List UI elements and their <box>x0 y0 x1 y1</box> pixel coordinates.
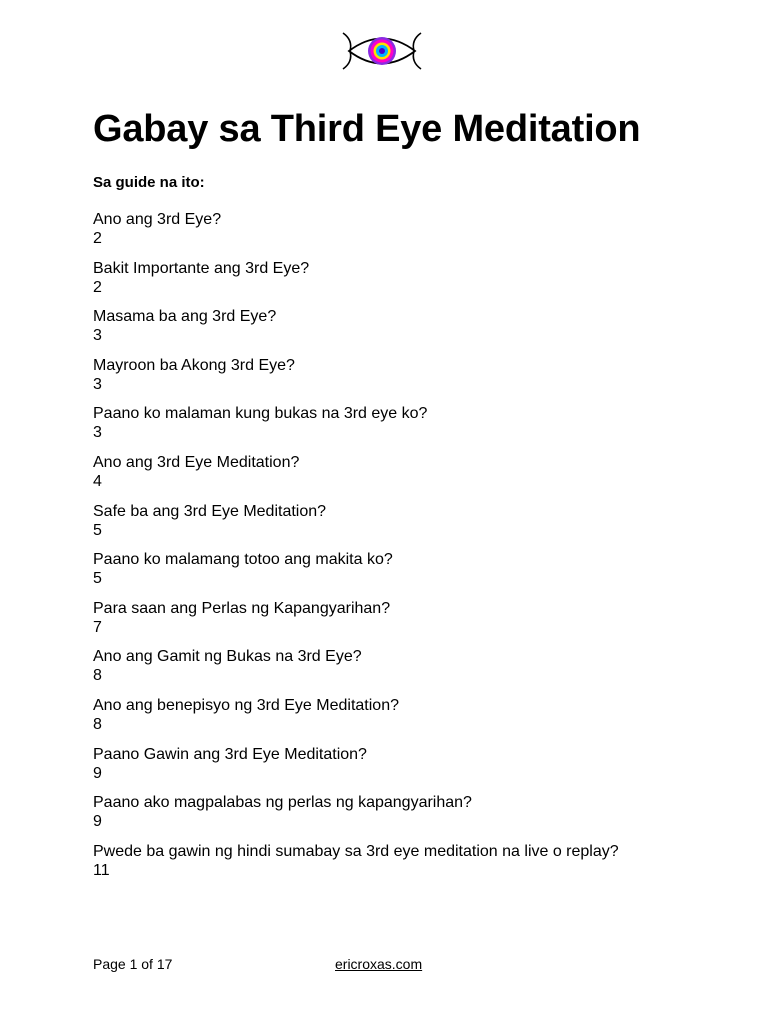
page-indicator: Page 1 of 17 <box>93 956 173 972</box>
toc-item-page: 2 <box>93 230 102 247</box>
toc-item-page: 2 <box>93 278 102 296</box>
toc-item-label: Ano ang Gamit ng Bukas na 3rd Eye? <box>93 648 362 666</box>
toc-item[interactable] <box>93 599 653 648</box>
toc-item-page: 4 <box>93 472 102 490</box>
toc-item-label: Safe ba ang 3rd Eye Meditation? <box>93 502 327 520</box>
toc-item[interactable] <box>93 550 653 599</box>
toc-item-page: 11 <box>93 861 110 879</box>
pupil <box>379 48 385 54</box>
intro-heading: Sa guide na ito: <box>93 174 205 191</box>
toc-item[interactable] <box>93 647 653 696</box>
table-of-contents <box>93 210 653 910</box>
toc-item-page: 3 <box>93 327 102 345</box>
toc-item-page: 3 <box>93 424 102 442</box>
toc-item-label: Paano ko malamang totoo ang makita ko? <box>93 551 393 569</box>
toc-item-page: 5 <box>93 570 102 588</box>
toc-item-label: Para saan ang Perlas ng Kapangyarihan? <box>93 599 391 617</box>
third-eye-icon <box>341 30 423 72</box>
toc-item-page: 8 <box>93 715 102 733</box>
toc-item-label: Ano ang 3rd Eye? <box>93 211 222 228</box>
toc-item-page: 8 <box>93 667 102 685</box>
toc-item-label: Pwede ba gawin ng hindi sumabay sa 3rd eye meditation na live o replay? <box>93 842 619 860</box>
toc-item[interactable] <box>93 745 653 794</box>
toc-item-page: 7 <box>93 618 102 636</box>
toc-item-label: Paano Gawin ang 3rd Eye Meditation? <box>93 745 367 763</box>
toc-item[interactable] <box>93 842 653 910</box>
toc-item-page: 5 <box>93 521 102 539</box>
toc-item-page: 9 <box>93 813 102 831</box>
toc-item[interactable] <box>93 210 653 259</box>
toc-item[interactable] <box>93 793 653 842</box>
site-link[interactable]: ericroxas.com <box>335 956 423 972</box>
toc-item-label: Paano ako magpalabas ng perlas ng kapangyarihan? <box>93 794 472 812</box>
toc-item-label: Ano ang benepisyo ng 3rd Eye Meditation? <box>93 696 399 714</box>
toc-item-label: Paano ko malaman kung bukas na 3rd eye ko? <box>93 405 428 423</box>
toc-item[interactable] <box>93 356 653 405</box>
toc-item[interactable] <box>93 502 653 551</box>
toc-item-label: Bakit Importante ang 3rd Eye? <box>93 259 310 277</box>
toc-item[interactable] <box>93 453 653 502</box>
toc-item-label: Mayroon ba Akong 3rd Eye? <box>93 356 295 374</box>
toc-item-label: Masama ba ang 3rd Eye? <box>93 308 277 326</box>
toc-item-page: 3 <box>93 375 102 393</box>
toc-item[interactable] <box>93 307 653 356</box>
toc-item[interactable] <box>93 259 653 308</box>
toc-item[interactable] <box>93 404 653 453</box>
toc-item-page: 9 <box>93 764 102 782</box>
toc-item-label: Ano ang 3rd Eye Meditation? <box>93 453 300 471</box>
toc-item[interactable] <box>93 696 653 745</box>
page-title: Gabay sa Third Eye Meditation <box>93 108 641 150</box>
